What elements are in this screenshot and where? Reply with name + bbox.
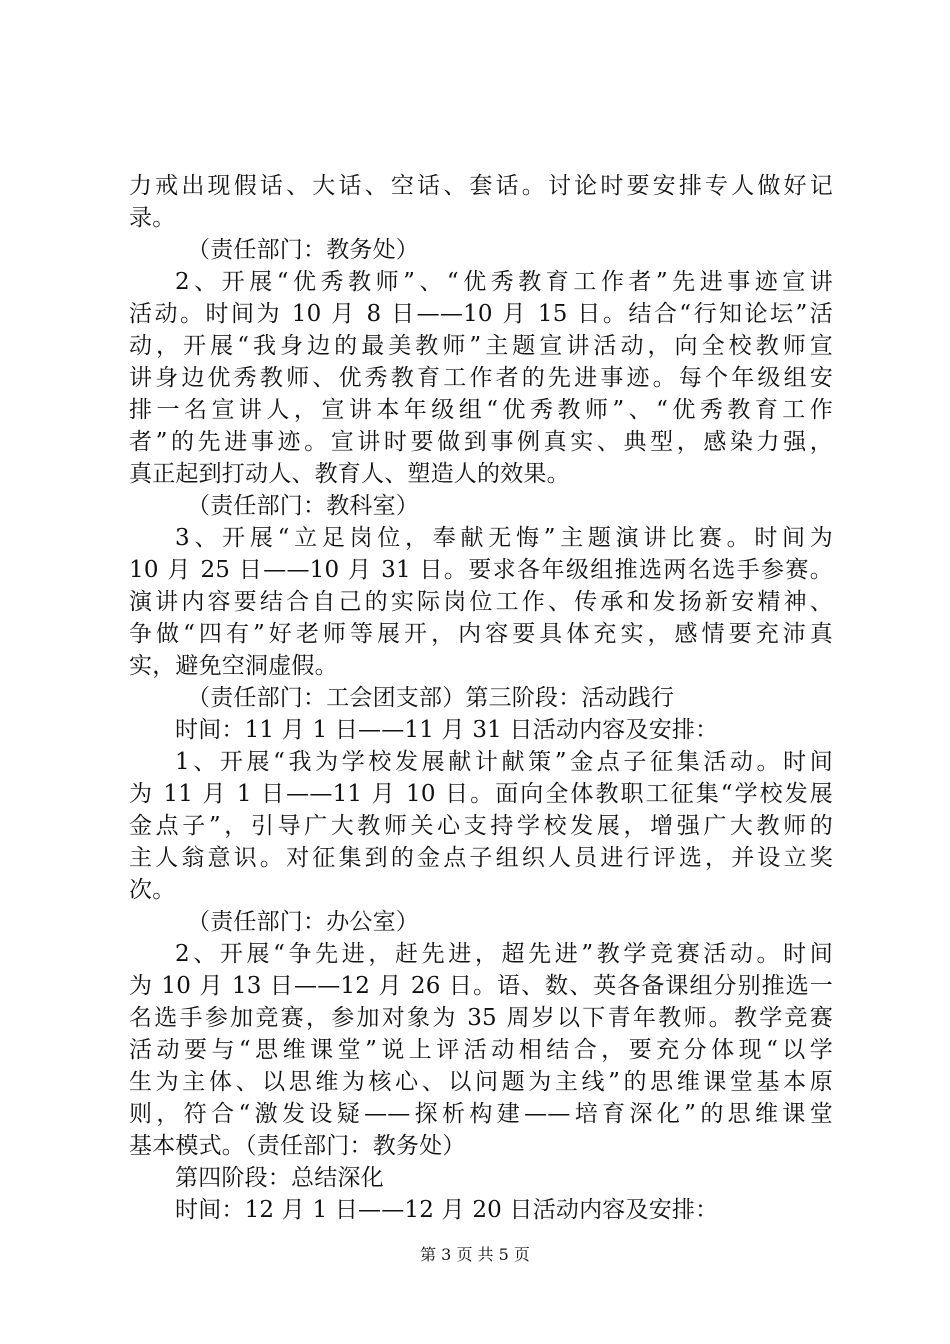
text-line: 讲身边优秀教师、优秀教育工作者的先进事迹。每个年级组安 — [129, 365, 833, 391]
document-body — [129, 170, 833, 1226]
text-line: 力戒出现假话、大话、空话、套话。讨论时要安排专人做好记 — [129, 173, 833, 199]
text-line: 者”的先进事迹。宣讲时要做到事例真实、典型，感染力强， — [129, 429, 833, 455]
text-line: 主人翁意识。对征集到的金点子组织人员进行评选，并设立奖 — [129, 845, 833, 871]
text-line: 金点子”，引导广大教师关心支持学校发展，增强广大教师的 — [129, 813, 833, 839]
section-heading-stage-4: 第四阶段：总结深化 — [175, 1165, 384, 1191]
text-line: 为 11 月 1 日——11 月 10 日。面向全体教职工征集“学校发展 — [129, 781, 833, 807]
paragraph-start: 1、开展“我为学校发展献计献策”金点子征集活动。时间 — [175, 749, 833, 775]
text-line: 动，开展“我身边的最美教师”主题宣讲活动，向全校教师宣 — [129, 333, 833, 359]
text-line: 实，避免空洞虚假。 — [129, 653, 338, 679]
page-footer: 第 3 页 共 5 页 — [420, 1245, 530, 1264]
time-line: 时间：12 月 1 日——12 月 20 日活动内容及安排： — [175, 1197, 719, 1223]
text-line: 为 10 月 13 日——12 月 26 日。语、数、英各备课组分别推选一 — [129, 973, 833, 999]
text-line: 次。 — [129, 877, 176, 903]
responsibility-note: （责任部门：教科室） — [187, 493, 419, 519]
responsibility-note: （责任部门：教务处） — [187, 237, 419, 263]
text-line: 名选手参加竞赛，参加对象为 35 周岁以下青年教师。教学竞赛 — [129, 1005, 833, 1031]
text-line: 真正起到打动人、教育人、塑造人的效果。 — [129, 461, 570, 487]
text-line: 演讲内容要结合自己的实际岗位工作、传承和发扬新安精神、 — [129, 589, 833, 615]
paragraph-start: 2、开展“争先进，赶先进，超先进”教学竞赛活动。时间 — [175, 941, 833, 967]
text-line: 争做“四有”好老师等展开，内容要具体充实，感情要充沛真 — [129, 621, 833, 647]
time-line: 时间：11 月 1 日——11 月 31 日活动内容及安排： — [175, 717, 719, 743]
text-line: 则，符合“激发设疑——探析构建——培育深化”的思维课堂 — [129, 1101, 833, 1127]
text-line: 生为主体、以思维为核心、以问题为主线”的思维课堂基本原 — [129, 1069, 833, 1095]
text-line: 排一名宣讲人，宣讲本年级组“优秀教师”、“优秀教育工作 — [129, 397, 833, 423]
text-line: 活动要与“思维课堂”说上评活动相结合，要充分体现“以学 — [129, 1037, 833, 1063]
text-line: 录。 — [129, 205, 176, 231]
responsibility-note: （责任部门：办公室） — [187, 909, 419, 935]
text-line: 基本模式。（责任部门：教务处） — [129, 1133, 466, 1159]
paragraph-start: 3、开展“立足岗位，奉献无悔”主题演讲比赛。时间为 — [175, 525, 833, 551]
text-line: 10 月 25 日——10 月 31 日。要求各年级组推选两名选手参赛。 — [129, 557, 833, 583]
text-line: 活动。时间为 10 月 8 日——10 月 15 日。结合“行知论坛”活 — [129, 301, 833, 327]
paragraph-start: 2、开展“优秀教师”、“优秀教育工作者”先进事迹宣讲 — [175, 269, 833, 295]
section-heading-stage-3: （责任部门：工会团支部）第三阶段：活动践行 — [187, 685, 675, 711]
